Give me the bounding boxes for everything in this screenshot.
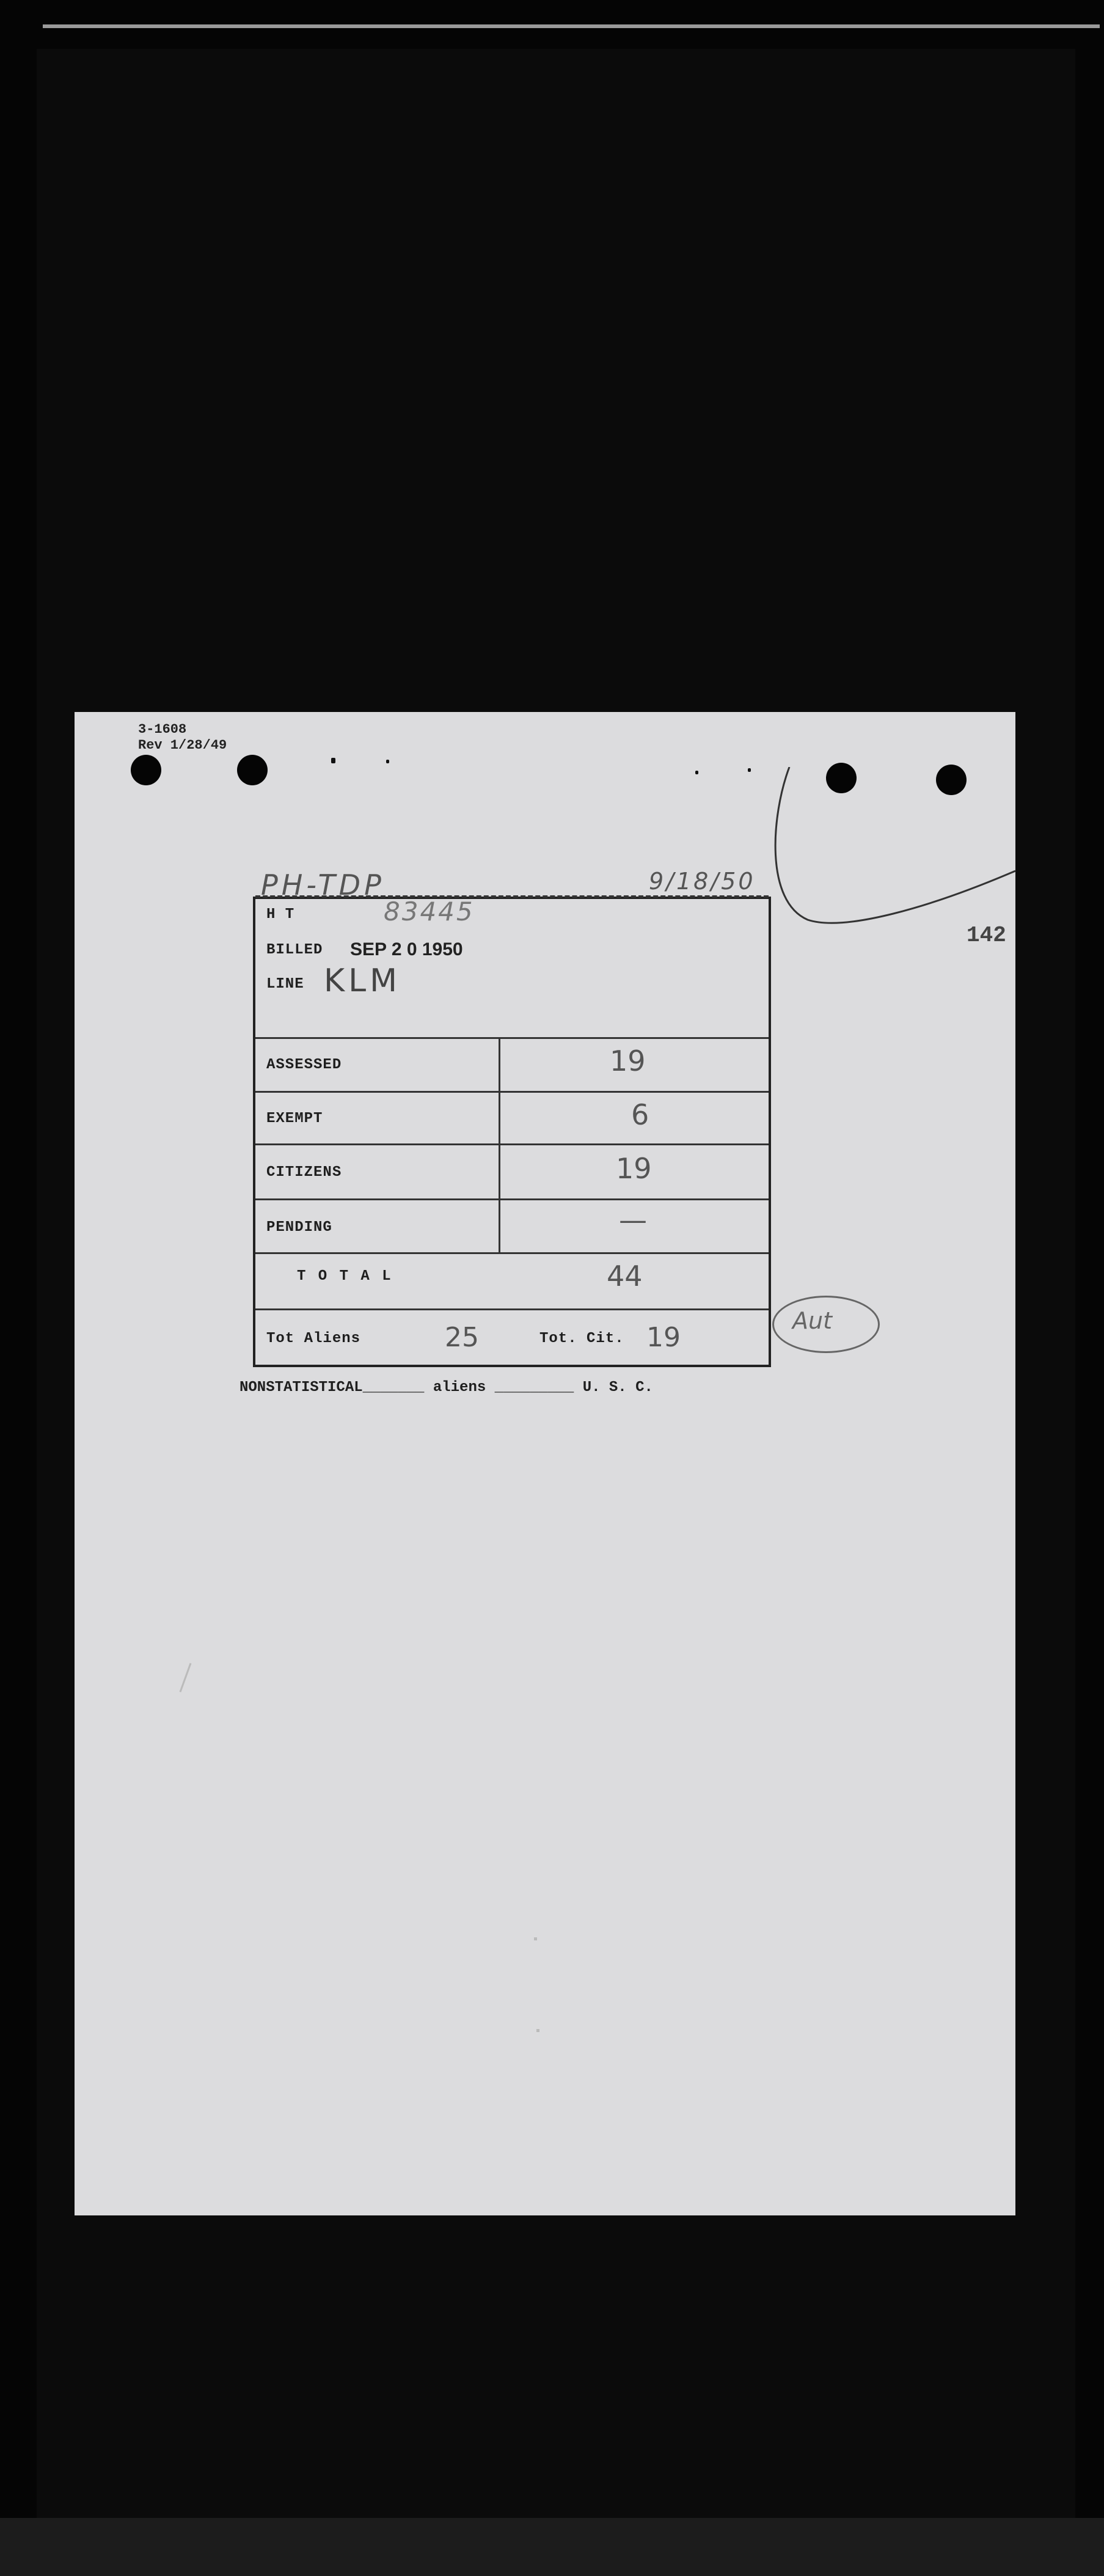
initials-stamp bbox=[772, 1296, 880, 1353]
passenger-tally-form bbox=[253, 897, 771, 1367]
tot-cit-value: 19 bbox=[646, 1322, 681, 1353]
ht-value: 83445 bbox=[384, 897, 475, 927]
document-sheet bbox=[75, 712, 1015, 2215]
row-label-citizens: CITIZENS bbox=[266, 1164, 342, 1181]
line-label: LINE bbox=[266, 976, 304, 993]
row-label-assessed: ASSESSED bbox=[266, 1057, 342, 1073]
bottom-band bbox=[0, 2518, 1104, 2576]
tot-aliens-label: Tot Aliens bbox=[266, 1330, 361, 1347]
top-rule bbox=[43, 24, 1100, 28]
faint-mark bbox=[534, 1937, 537, 1940]
row-label-exempt: EXEMPT bbox=[266, 1110, 323, 1127]
row-value-pending: — bbox=[619, 1203, 647, 1236]
ht-label: H T bbox=[266, 906, 295, 923]
table-divider bbox=[255, 1198, 769, 1200]
faint-mark bbox=[536, 2029, 539, 2032]
table-divider bbox=[255, 1308, 769, 1310]
speck-mark bbox=[695, 771, 698, 774]
tot-cit-label: Tot. Cit. bbox=[539, 1330, 624, 1347]
punch-hole bbox=[237, 755, 268, 785]
row-value-citizens: 19 bbox=[616, 1152, 652, 1185]
punch-hole bbox=[131, 755, 161, 785]
speck-mark bbox=[748, 768, 751, 772]
row-value-exempt: 6 bbox=[631, 1098, 649, 1131]
column-divider bbox=[499, 1037, 500, 1252]
handwritten-header: PH-TDP bbox=[261, 868, 385, 901]
form-number-line2: Rev 1/28/49 bbox=[138, 738, 227, 753]
row-value-assessed: 19 bbox=[610, 1044, 646, 1077]
billed-date-stamp: SEP 2 0 1950 bbox=[350, 939, 463, 960]
form-number-line1: 3-1608 bbox=[138, 722, 187, 737]
table-divider bbox=[255, 1143, 769, 1145]
table-divider bbox=[255, 1091, 769, 1093]
tot-aliens-value: 25 bbox=[445, 1322, 479, 1353]
line-value: KLM bbox=[324, 963, 401, 999]
faint-mark bbox=[180, 1663, 192, 1692]
page-number: 142 bbox=[967, 923, 1006, 948]
speck-mark bbox=[331, 758, 335, 763]
handwritten-initials: Aut bbox=[792, 1307, 832, 1334]
total-value: 44 bbox=[607, 1260, 643, 1293]
dashed-border bbox=[255, 895, 769, 898]
total-label: T O T A L bbox=[297, 1268, 393, 1285]
handwritten-date: 9/18/50 bbox=[649, 868, 756, 895]
nonstatistical-line: NONSTATISTICAL_______ aliens _________ U. S. C. bbox=[239, 1379, 653, 1396]
table-divider bbox=[255, 1252, 769, 1254]
table-divider bbox=[255, 1037, 769, 1039]
billed-label: BILLED bbox=[266, 942, 323, 958]
row-label-pending: PENDING bbox=[266, 1219, 332, 1236]
form-number bbox=[138, 722, 227, 754]
speck-mark bbox=[386, 760, 389, 763]
handwritten-curve bbox=[771, 767, 1028, 938]
